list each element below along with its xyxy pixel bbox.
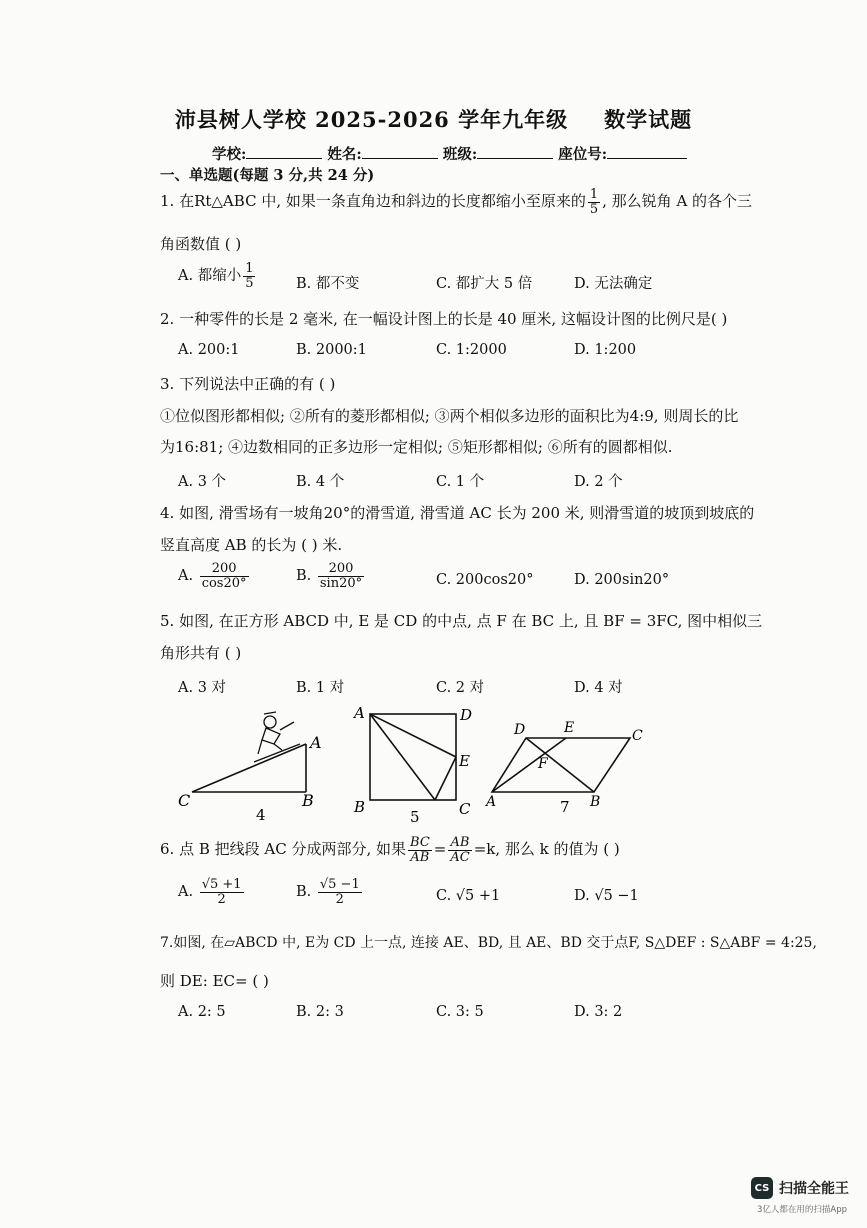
- q7-option-c[interactable]: C. 3: 5: [436, 1004, 484, 1020]
- school-label: 学校:: [212, 146, 247, 163]
- fig4-caption: 4: [256, 806, 266, 824]
- fig4-label-c: C: [178, 791, 191, 810]
- q7-option-a[interactable]: A. 2: 5: [178, 1004, 226, 1020]
- q4-option-b[interactable]: B. $\frac{200}{\sin 20^\circ}$: [296, 561, 363, 591]
- q4-line2: 竖直高度 AB 的长为 ( ) 米.: [160, 536, 343, 554]
- q7-option-d[interactable]: D. 3: 2: [574, 1004, 623, 1020]
- class-blank[interactable]: [477, 144, 553, 159]
- fig5-caption: 5: [410, 808, 420, 826]
- question-4: 4. 如图, 滑雪场有一坡角20°的滑雪道, 滑雪道 AC 长为 200 米, 则滑雪道的坡顶到坡底的: [160, 504, 755, 522]
- seat-blank[interactable]: [607, 144, 687, 159]
- fig4-label-b: B: [302, 791, 314, 810]
- fig7-label-b: B: [590, 794, 601, 810]
- q1-option-b[interactable]: B. 都不变: [296, 276, 360, 292]
- skier-icon: [258, 712, 294, 754]
- q2-option-a[interactable]: A. 200:1: [178, 342, 240, 358]
- school-blank[interactable]: [246, 144, 322, 159]
- fig7-caption: 7: [560, 798, 570, 816]
- q2-option-d[interactable]: D. 1:200: [574, 342, 637, 358]
- figure-4-slope: [192, 712, 306, 792]
- figure-5-square: [370, 714, 456, 800]
- q3-option-c[interactable]: C. 1 个: [436, 474, 485, 490]
- fig4-label-a: A: [310, 733, 322, 752]
- q6-fraction-1: $\frac{BC}{AB}$: [410, 835, 430, 865]
- q1-option-d[interactable]: D. 无法确定: [574, 276, 653, 292]
- q1-text: 1. 在Rt△ABC 中, 如果一条直角边和斜边的长度都缩小至原来的: [160, 192, 586, 211]
- q6-fraction-2: $\frac{AB}{AC}$: [450, 835, 470, 865]
- fig5-label-c: C: [459, 800, 471, 818]
- fig5-label-e: E: [459, 752, 470, 770]
- q5-option-a[interactable]: A. 3 对: [178, 680, 227, 696]
- q7-line2: 则 DE: EC= ( ): [160, 972, 269, 990]
- q1-option-c[interactable]: C. 都扩大 5 倍: [436, 276, 533, 292]
- seat-label: 座位号:: [558, 146, 608, 163]
- q6-option-a[interactable]: A. $\frac{√5 +1}{2}$: [178, 877, 242, 907]
- q6-option-b[interactable]: B. $\frac{√5 -1}{2}$: [296, 877, 360, 907]
- class-label: 班级:: [442, 146, 478, 163]
- scanner-watermark: [751, 1177, 849, 1199]
- q4-option-c[interactable]: C. 200cos20°: [436, 572, 534, 588]
- q4-option-a[interactable]: A. $\frac{200}{\cos 20^\circ}$: [178, 561, 247, 591]
- q4-option-d[interactable]: D. 200sin20°: [574, 572, 670, 588]
- q2-option-b[interactable]: B. 2000:1: [296, 342, 367, 358]
- q3-statements-1: ①位似图形都相似; ②所有的菱形都相似; ③两个相似多边形的面积比为4:9, 则周长的比: [160, 407, 739, 425]
- fig7-label-e: E: [564, 720, 575, 736]
- fig5-label-d: D: [460, 706, 473, 724]
- question-7: 7.如图, 在▱ABCD 中, E为 CD 上一点, 连接 AE、BD, 且 AE、BD 交于点F, S△DEF : S△ABF = 4:25,: [160, 935, 817, 951]
- q2-option-c[interactable]: C. 1:2000: [436, 342, 507, 358]
- q7-option-b[interactable]: B. 2: 3: [296, 1004, 344, 1020]
- name-blank[interactable]: [362, 144, 438, 159]
- page-title: [0, 104, 867, 134]
- q5-option-d[interactable]: D. 4 对: [574, 680, 623, 696]
- title-subject: 数学试题: [604, 107, 693, 132]
- q5-line2: 角形共有 ( ): [160, 644, 242, 662]
- q1-line2: 角函数值 ( ): [160, 235, 242, 253]
- q5-option-c[interactable]: C. 2 对: [436, 680, 485, 696]
- name-label: 姓名:: [327, 146, 362, 163]
- figures-row: [170, 700, 690, 830]
- question-1: [160, 188, 752, 216]
- fig5-label-a: A: [354, 704, 365, 722]
- fig7-label-d: D: [514, 722, 526, 738]
- q1-option-a[interactable]: A. 都缩小 $\frac{1}{5}$: [178, 261, 254, 291]
- watermark-name: 扫描全能王: [779, 1181, 849, 1197]
- section-heading: 一、单选题(每题 3 分,共 24 分): [160, 167, 375, 184]
- fig5-label-b: B: [354, 798, 366, 816]
- q3-statements-2: 为16:81; ④边数相同的正多边形一定相似; ⑤矩形都相似; ⑥所有的圆都相似.: [160, 438, 673, 456]
- question-3: 3. 下列说法中正确的有 ( ): [160, 375, 336, 393]
- watermark-tagline: 3亿人都在用的扫描App: [756, 1205, 847, 1215]
- fig7-label-c: C: [632, 728, 643, 744]
- q3-option-d[interactable]: D. 2 个: [574, 474, 623, 490]
- q3-option-b[interactable]: B. 4 个: [296, 474, 345, 490]
- q1-fraction: $\frac{1}{5}$: [589, 187, 599, 217]
- title-school: 沛县树人学校 2025-2026 学年九年级: [174, 107, 569, 132]
- student-info-line: [212, 143, 687, 164]
- q6-option-d[interactable]: D. √5 −1: [574, 888, 639, 904]
- question-5: 5. 如图, 在正方形 ABCD 中, E 是 CD 的中点, 点 F 在 BC 上, 且 BF = 3FC, 图中相似三: [160, 612, 763, 630]
- question-6: 6. 点 B 把线段 AC 分成两部分, 如果 $\frac{BC}{AB}$ = $\frac{AB}{AC}$ =k, 那么 k 的值为 ( ): [160, 835, 620, 865]
- q6-option-c[interactable]: C. √5 +1: [436, 888, 501, 904]
- q1-text-b: , 那么锐角 A 的各个三: [602, 192, 753, 211]
- camscanner-logo-icon: CS: [751, 1177, 773, 1199]
- q3-option-a[interactable]: A. 3 个: [178, 474, 227, 490]
- fig7-label-a: A: [486, 794, 497, 810]
- fig7-label-f: F: [538, 756, 548, 772]
- question-2: 2. 一种零件的长是 2 毫米, 在一幅设计图上的长是 40 厘米, 这幅设计图的比例尺是( ): [160, 310, 728, 328]
- q5-option-b[interactable]: B. 1 对: [296, 680, 345, 696]
- figure-7-parallelogram: [492, 738, 630, 792]
